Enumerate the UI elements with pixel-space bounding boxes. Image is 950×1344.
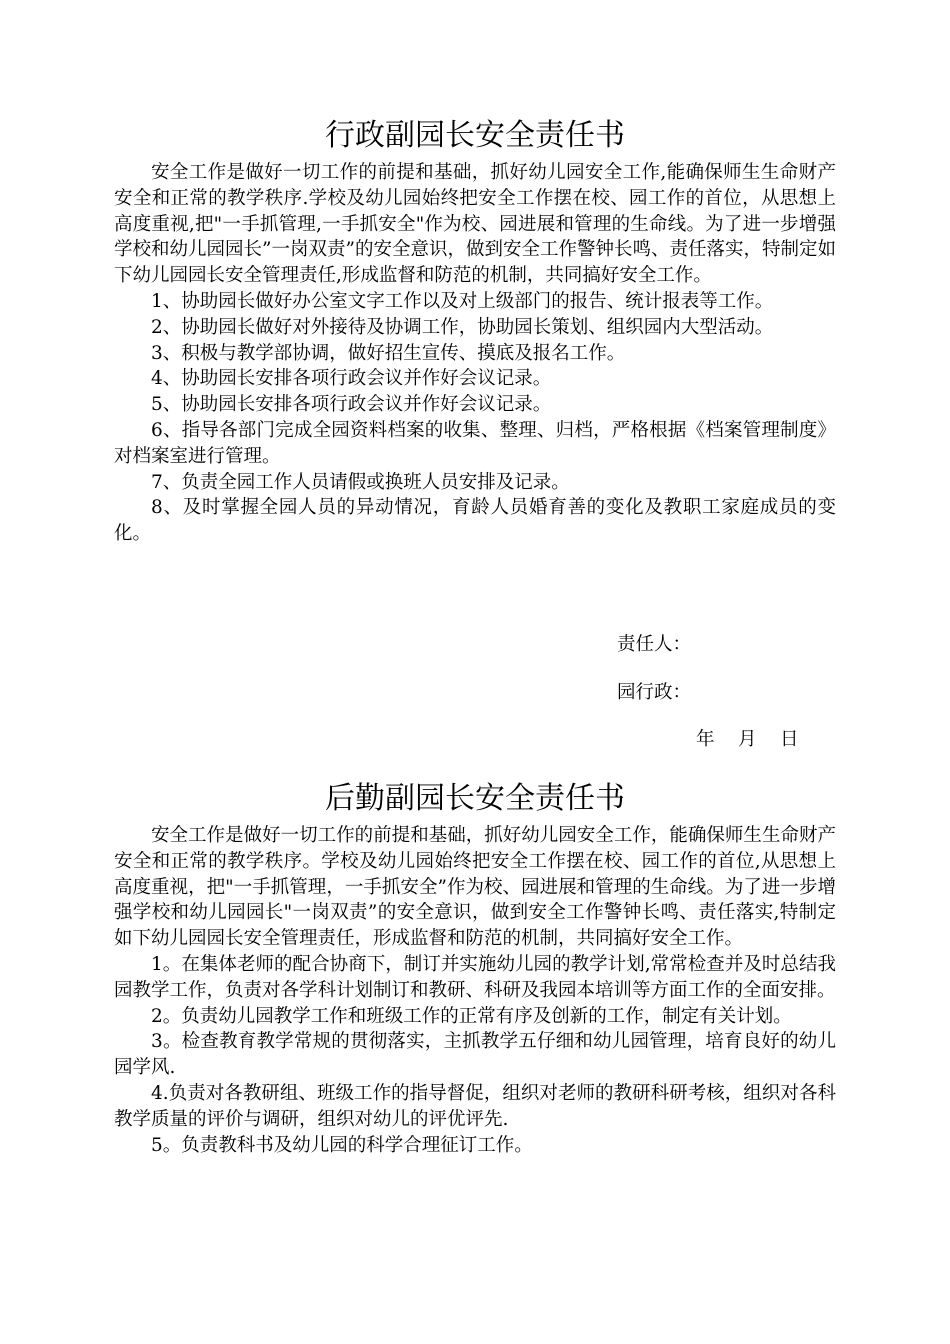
signature-date-label: 年 月 日 <box>696 729 799 750</box>
section-2-body <box>114 823 836 1158</box>
section-1-item: 6、指导各部门完成全园资料档案的收集、整理、归档，严格根据《档案管理制度》对档案室进行管理。 <box>114 419 836 467</box>
section-2-title: 后勤副园长安全责任书 <box>325 781 625 816</box>
section-1-item: 7、负责全园工作人员请假或换班人员安排及记录。 <box>151 471 570 493</box>
section-1-body <box>114 160 836 547</box>
section-1-item: 4、协助园长安排各项行政会议并作好会议记录。 <box>151 368 552 390</box>
section-2-item: 5。负责教科书及幼儿园的科学合理征订工作。 <box>151 1134 533 1156</box>
signature-admin-label: 园行政： <box>617 682 692 703</box>
section-1-title: 行政副园长安全责任书 <box>325 118 625 153</box>
section-2-item: 4.负责对各教研组、班级工作的指导督促，组织对老师的教研科研考核，组织对各科教学质量的评价与调研，组织对幼儿的评优评先. <box>114 1082 836 1130</box>
section-2-intro: 安全工作是做好一切工作的前提和基础，抓好幼儿园安全工作，能确保师生生命财产安全和正常的教学秩序。学校及幼儿园始终把安全工作摆在校、园工作的首位,从思想上高度重视，把"一手抓管理，一手抓安全”作为校、园进展和管理的生命线。为了进一步增强学校和幼儿园园长"一岗双责”的安全意识，做到安全工作警钟长鸣、责任落实,特制定如下幼儿园园长安全管理责任，形成监督和防范的机制，共同搞好安全工作。 <box>114 825 836 950</box>
section-1-item: 1、协助园长做好办公室文字工作以及对上级部门的报告、统计报表等工作。 <box>151 290 774 312</box>
section-2-item: 1。在集体老师的配合协商下，制订并实施幼儿园的教学计划,常常检查并及时总结我园教学工作，负责对各学科计划制订和教研、科研及我园本培训等方面工作的全面安排。 <box>114 953 836 1001</box>
signature-person-label: 责任人： <box>617 634 692 655</box>
section-1-intro: 安全工作是做好一切工作的前提和基础，抓好幼儿园安全工作,能确保师生生命财产安全和正常的教学秩序.学校及幼儿园始终把安全工作摆在校、园工作的首位，从思想上高度重视,把"一手抓管理,一手抓安全"作为校、园进展和管理的生命线。为了进一步增强学校和幼儿园园长”一岗双责”的安全意识，做到安全工作警钟长鸣、责任落实，特制定如下幼儿园园长安全管理责任,形成监督和防范的机制，共同搞好安全工作。 <box>114 162 836 287</box>
section-1-item: 5、协助园长安排各项行政会议并作好会议记录。 <box>151 394 552 416</box>
section-2-item: 3。检查教育教学常规的贯彻落实，主抓教学五仔细和幼儿园管理，培育良好的幼儿园学风. <box>114 1031 836 1079</box>
section-1-item: 2、协助园长做好对外接待及协调工作，协助园长策划、组织园内大型活动。 <box>151 316 774 338</box>
section-1-item: 8、及时掌握全园人员的异动情况，育龄人员婚育善的变化及教职工家庭成员的变化。 <box>114 497 836 545</box>
section-2-item: 2。负责幼儿园教学工作和班级工作的正常有序及创新的工作，制定有关计划。 <box>151 1005 792 1027</box>
section-1-item: 3、积极与教学部协调，做好招生宣传、摸底及报名工作。 <box>151 342 626 364</box>
